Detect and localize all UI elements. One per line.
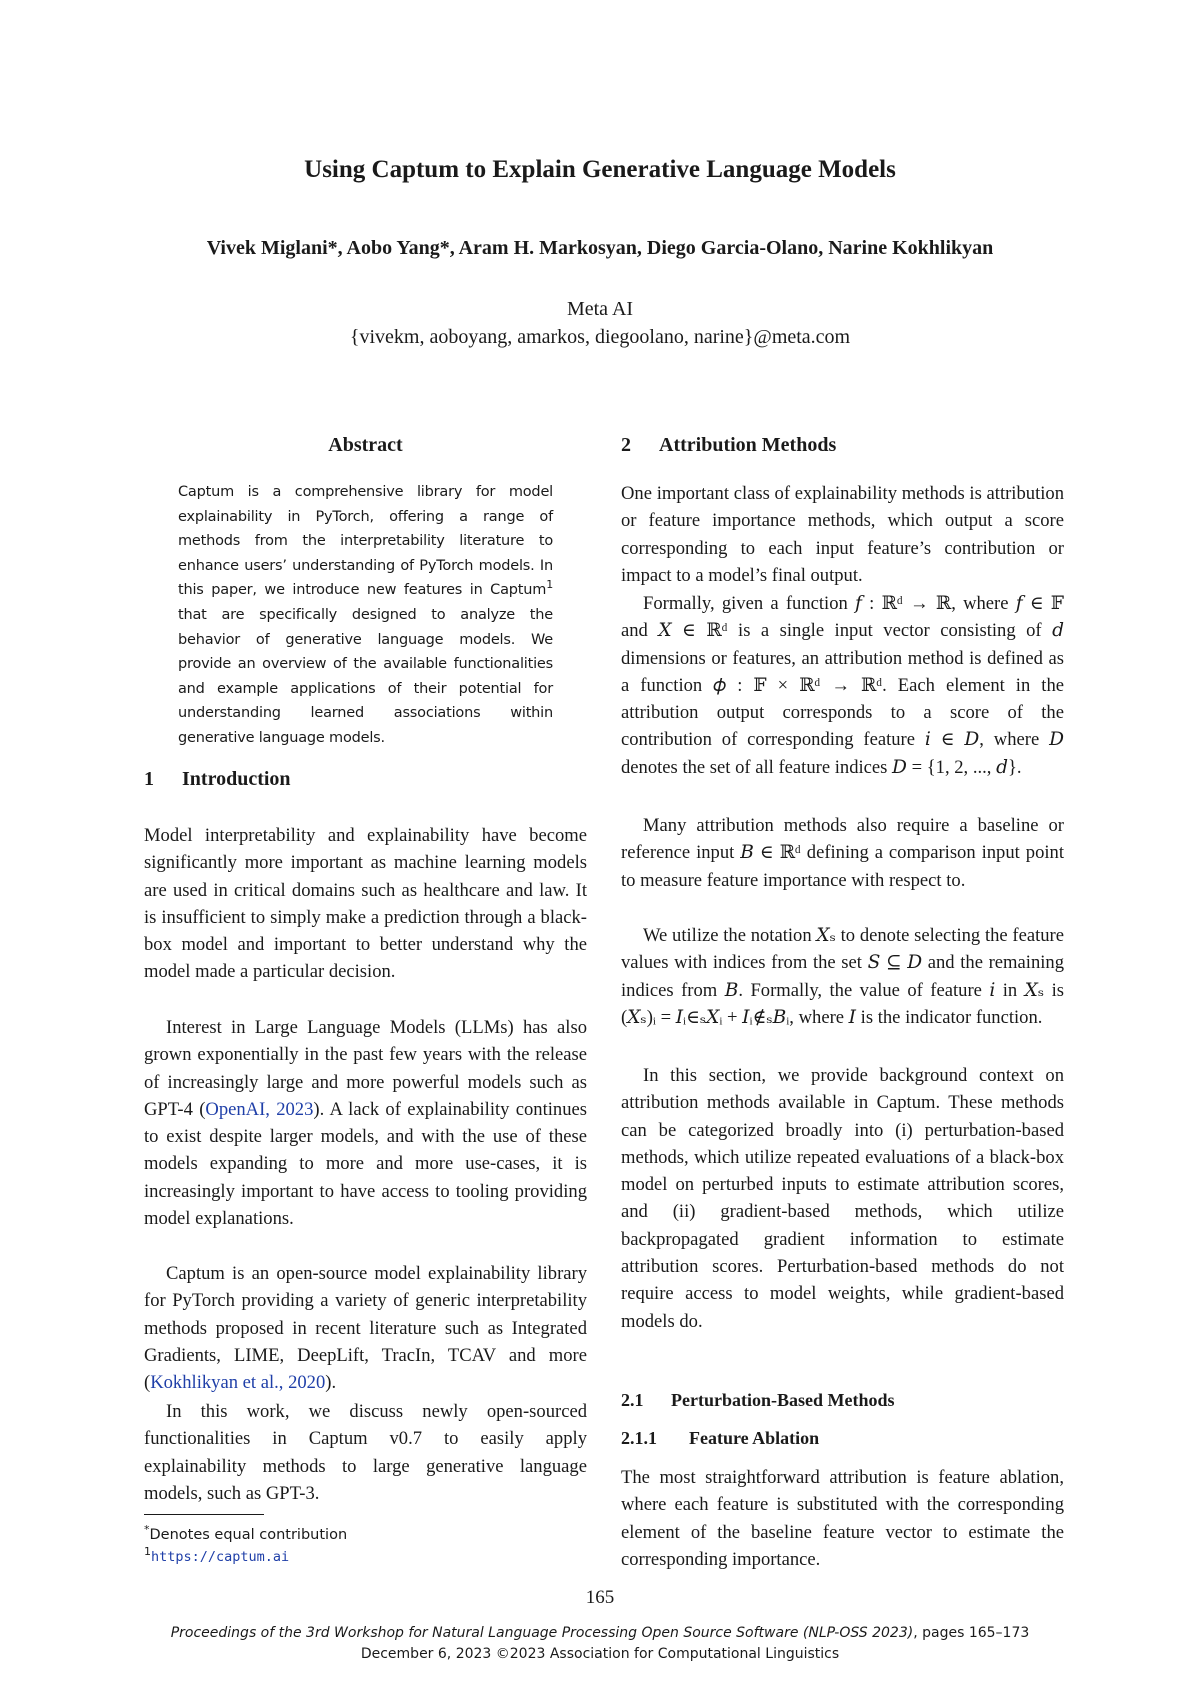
citation-kokhlikyan[interactable]: Kokhlikyan et al., 2020	[150, 1372, 326, 1394]
intro-paragraph-2-a: Interest in Large Language Models (LLMs) has also grown exponentially in the past few years with the release of increasingly large and more powerful models such as GPT-4 (	[144, 1017, 587, 1120]
author-emails: {vivekm, aoboyang, amarkos, diegoolano, narine}@meta.com	[349, 326, 851, 348]
subsection-number: 2.1	[621, 1390, 644, 1410]
intro-paragraph-4: In this work, we discuss newly open-sourced functionalities in Captum v0.7 to easily apply explainability methods to large generative language models, such as GPT-3.	[144, 1401, 587, 1504]
venue-footer	[0, 1623, 1200, 1665]
ablation-paragraph-1: The most straightforward attribution is feature ablation, where each feature is substituted with the corresponding element of the baseline feature vector to estimate the corresponding importance.	[621, 1467, 1064, 1570]
intro-paragraph-3-b: ).	[325, 1372, 337, 1394]
intro-paragraph-2	[144, 1014, 587, 1232]
footnote-rule	[144, 1514, 264, 1515]
page-number: 165	[585, 1587, 615, 1608]
affiliation-block	[0, 295, 1200, 351]
attribution-paragraph-5: In this section, we provide background context on attribution methods available in Captum. These methods can be categorized broadly into (i) perturbation-based methods, which utilize repeated evaluations of a black-box model on perturbed inputs to estimate attribution scores, and (ii) gradient-based methods, which utilize backpropagated gradient information to estimate attribution scores. Perturbation-based methods do not require access to model weights, while gradient-based models do.	[621, 1065, 1064, 1332]
intro-paragraph-2-b: ). A lack of explainability continues to exist despite larger models, and with the use of these models expanding to more and more use-cases, it is increasingly important to have access to tooling providing model explanations.	[144, 1098, 587, 1230]
intro-paragraph-3	[144, 1260, 587, 1396]
citation-openai[interactable]: OpenAI, 2023	[205, 1098, 314, 1120]
paper-title: Using Captum to Explain Generative Language Models	[304, 156, 896, 183]
venue-proceedings: Proceedings of the 3rd Workshop for Natural Language Processing Open Source Software (NLP-OSS 2023)	[170, 1625, 914, 1641]
attribution-paragraph-1: One important class of explainability methods is attribution or feature importance methods, which output a score corresponding to each input feature’s contribution or impact to a model’s final output.	[621, 483, 1064, 586]
subsection-title: Feature Ablation	[689, 1428, 820, 1448]
footnote-ref-1[interactable]: 1	[546, 578, 553, 592]
captum-url-link[interactable]: https://captum.ai	[151, 1549, 290, 1565]
subsection-perturbation-heading	[621, 1390, 895, 1411]
abstract-text-b: that are specifically designed to analyze the behavior of generative language models. We provide an overview of the available functionalities and example applications of their potential for understanding learned associations within generative language models.	[178, 606, 553, 746]
subsection-title: Perturbation-Based Methods	[671, 1390, 895, 1410]
section-introduction-heading	[144, 768, 291, 791]
footnote-mark: *	[144, 1523, 150, 1537]
section-number: 2	[621, 434, 631, 456]
footnote-mark: 1	[144, 1545, 151, 1559]
intro-paragraph-3-a: Captum is an open-source model explainability library for PyTorch providing a variety of generic interpretability methods proposed in recent literature such as Integrated Gradients, LIME, DeepLift, TracIn, TCAV and more (	[144, 1263, 587, 1394]
footnote-text: Denotes equal contribution	[149, 1527, 348, 1543]
intro-paragraph-1: Model interpretability and explainability have become significantly more important as machine learning models are used in critical domains such as healthcare and law. It is insufficient to simply make a prediction through a black-box model and important to better understand why the model made a particular decision.	[144, 825, 587, 983]
section-title: Attribution Methods	[659, 434, 837, 456]
abstract-text-a: Captum is a comprehensive library for model explainability in PyTorch, offering a range of methods from the interpretability literature to enhance users’ understanding of PyTorch models. In this paper, we introduce new features in Captum	[178, 484, 553, 599]
venue-pages: , pages 165–173	[913, 1625, 1030, 1641]
abstract-heading: Abstract	[328, 434, 403, 456]
subsubsection-ablation-heading	[621, 1428, 819, 1449]
footnote-captum-url	[144, 1547, 289, 1567]
section-title: Introduction	[182, 768, 291, 790]
footnote-equal-contribution	[144, 1525, 347, 1545]
section-attribution-heading	[621, 434, 836, 457]
abstract-text	[178, 480, 553, 751]
attribution-paragraph-3: Many attribution methods also require a baseline or reference input 𝐵 ∈ ℝᵈ defining a comparison input point to measure feature importance with respect to.	[621, 815, 1064, 891]
venue-line-1	[0, 1623, 1200, 1644]
attribution-paragraph-2: Formally, given a function 𝑓 : ℝᵈ → ℝ, where 𝑓 ∈ 𝔽 and 𝑋 ∈ ℝᵈ is a single input vector consisting of 𝑑 dimensions or features, an attribution method is defined as a function 𝜙 : 𝔽 × ℝᵈ → ℝᵈ. Each element in the attribution output corresponds to a score of the contribution of corresponding feature 𝑖 ∈ 𝐷, where 𝐷 denotes the set of all feature indices 𝐷 = {1, 2, ..., 𝑑}.	[621, 593, 1064, 778]
attribution-paragraph-4: We utilize the notation 𝑋ₛ to denote selecting the feature values with indices from the set 𝑆 ⊆ 𝐷 and the remaining indices from 𝐵. Formally, the value of feature 𝑖 in 𝑋ₛ is (𝑋ₛ)ᵢ = 𝐼ᵢ∈ₛ𝑋ᵢ + 𝐼ᵢ∉ₛ𝐵ᵢ, where 𝐼 is the indicator function.	[621, 925, 1064, 1028]
affiliation: Meta AI	[566, 298, 634, 320]
subsection-number: 2.1.1	[621, 1428, 657, 1448]
venue-line-2: December 6, 2023 ©2023 Association for Computational Linguistics	[360, 1646, 840, 1662]
author-list: Vivek Miglani*, Aobo Yang*, Aram H. Markosyan, Diego Garcia-Olano, Narine Kokhlikyan	[206, 237, 994, 259]
section-number: 1	[144, 768, 154, 790]
